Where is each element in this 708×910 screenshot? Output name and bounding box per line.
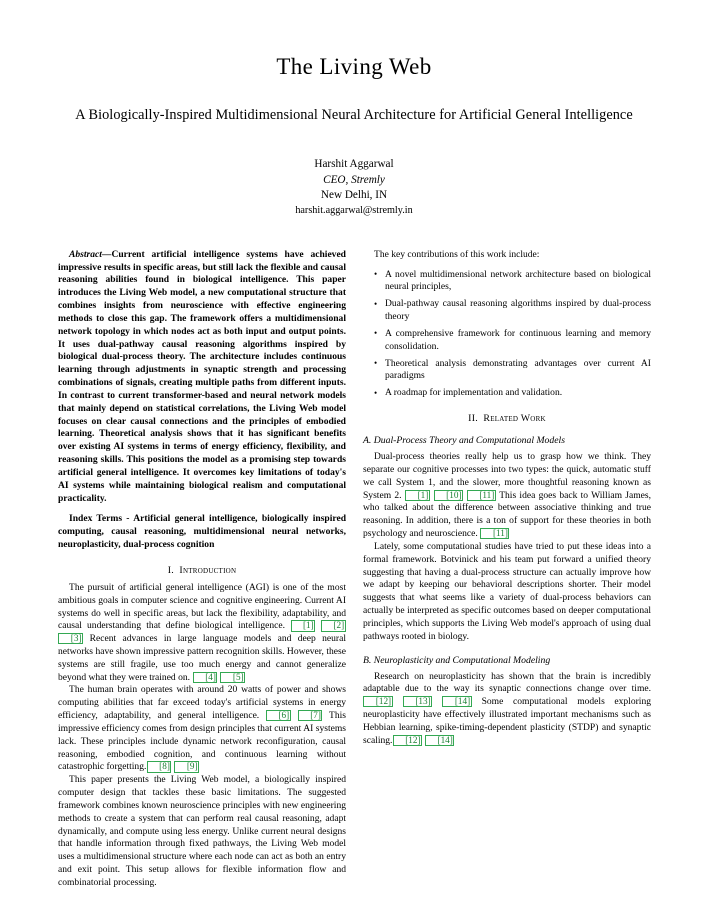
index-terms-list: Artificial general intelligence, biologically inspired computing, causal reasoning, multidimensional neural networks, neuroplasticity, dual-process cognition <box>58 513 346 551</box>
citation-link[interactable]: [14] <box>425 735 454 746</box>
intro-paragraphs-right <box>363 249 651 262</box>
abstract-label: Abstract— <box>69 248 112 260</box>
citation-link[interactable]: [3] <box>58 633 83 644</box>
contribution-item: • A novel multidimensional network architecture based on biological neural principles, <box>385 269 651 295</box>
left-column <box>58 249 346 890</box>
author-email: harshit.aggarwal@stremly.in <box>295 205 413 217</box>
section-number: I. <box>167 564 174 576</box>
paper-subtitle: A Biologically-Inspired Multidimensional Neural Architecture for Artificial General Intelligence <box>75 107 633 124</box>
citation-link[interactable]: [1] <box>291 620 316 631</box>
abstract-body: Current artificial intelligence systems have achieved impressive results in specific areas, but still lack the flexible and causal reasoning abilities found in biological intelligence. This paper introduces the Living Web model, a new computational structure that combines insights from neuroscience with effective engineering methods to close this gap. The framework offers a multidimensional network topology in which nodes act as both input and output points. It uses dual-pathway causal reasoning algorithms inspired by biological dual-process theory. The architecture includes continuous learning through adjustments in synaptic strength and processing combinations of signals, creating multiple paths from different inputs. In contrast to current transformer-based and neural network models that mainly depend on statistical correlations, the Living Web model focuses on clear causal connections and the principles of embodied learning. Theoretical analysis shows that it has significant benefits over existing AI systems in terms of energy efficiency, flexibility, and reasoning skills. This positions the model as a promising step towards artificial general intelligence. It overcomes key limitations of today's AI systems while maintaining biological realism and computational practicality. <box>58 248 346 504</box>
body-paragraph: This paper presents the Living Web model, a biologically inspired computer design that tackles these basic limitations. The suggested framework combines known neuroscience principles with new engineering methods to create a system that can perform real causal reasoning, adapt dynamically, and compute using less energy. Unlike current neural designs that handle information through fixed pathways, the Living Web model uses a multidimensional structure where each node can act as both an entry and exit point. This setup allows for flexible information flow and combinatorial processing. <box>58 774 346 888</box>
contributions-list <box>363 269 651 400</box>
body-paragraph: Lately, some computational studies have tried to put these ideas into a formal framework. Botvinick and his team put forward a unified theory suggesting that having a dual-process structure can actually improve how we adapt by keeping our behavioral descriptions shorter. Their model suggests that what seems like a variety of dual-process behaviors can actually be interpreted as specific outcomes based on deeper computational principles, which supports the Living Web model's approach of using dual pathways rooted in biology. <box>363 540 651 642</box>
contribution-item: • Theoretical analysis demonstrating advantages over current AI paradigms <box>385 358 651 384</box>
right-column <box>363 249 651 890</box>
contribution-item: • A roadmap for implementation and validation. <box>385 387 651 400</box>
citation-link[interactable]: [7] <box>298 710 323 721</box>
contribution-item: • Dual-pathway causal reasoning algorithms inspired by dual-process theory <box>385 298 651 324</box>
abstract-paragraph <box>58 249 346 506</box>
citation-link[interactable]: [4] <box>193 672 218 683</box>
citation-link[interactable]: [8] <box>147 761 172 772</box>
section-heading-related-work <box>363 413 651 424</box>
citation-link[interactable]: [6] <box>266 710 291 721</box>
subsection-heading: A. Dual-Process Theory and Computational Models <box>363 435 565 447</box>
author-block <box>58 157 650 219</box>
citation-link[interactable]: [14] <box>442 696 471 707</box>
index-terms-label: Index Terms - <box>69 513 134 525</box>
section-heading-introduction <box>58 565 346 576</box>
citation-link[interactable]: [5] <box>220 672 245 683</box>
citation-link[interactable]: [1] <box>405 490 430 501</box>
body-paragraph: The pursuit of artificial general intelligence (AGI) is one of the most ambitious goals in computer science and cognitive engineering. Current AI systems do well in specific areas, but lack the flexibility, adaptability, and causal understanding that define biological intelligence. [1] [2] [3] Recent advances in large language models and deep neural networks have shown impressive pattern recognition skills. However, these systems are still fragile, use too much energy and cannot generalize beyond what they were trained on. [4] [5] <box>58 581 346 683</box>
citation-link[interactable]: [12] <box>393 735 422 746</box>
two-column-body <box>0 219 708 890</box>
page-title: The Living Web <box>276 54 432 79</box>
index-terms-paragraph <box>58 513 346 551</box>
citation-link[interactable]: [11] <box>480 528 509 539</box>
body-paragraph: The key contributions of this work include: <box>374 248 540 260</box>
citation-link[interactable]: [12] <box>363 696 392 707</box>
author-name: Harshit Aggarwal <box>314 157 394 170</box>
body-paragraph: Dual-process theories really help us to grasp how we think. They separate our cognitive processes into two types: the quick, automatic stuff we call System 1, and the slower, more thoughtful reasoning known as System 2. [1] [10] [11] This idea goes back to William James, who talked about the difference between associative thinking and true reasoning. In addition, there is a ton of support for these theories in both psychology and neuroscience. [11] <box>363 451 651 540</box>
contribution-item: • A comprehensive framework for continuous learning and memory consolidation. <box>385 328 651 354</box>
title-block <box>0 0 708 219</box>
citation-link[interactable]: [2] <box>321 620 346 631</box>
subsection-heading: B. Neuroplasticity and Computational Modeling <box>363 654 551 666</box>
body-paragraph: The human brain operates with around 20 watts of power and shows computing abilities that far exceed today's artificial systems in energy efficiency, adaptability, and general intelligence. [6] [7] This impressive efficiency comes from design principles that current AI systems lack. These principles include dynamic network reconfiguration, causal reasoning, embodied cognition, and continuous learning without catastrophic forgetting. [8] [9] <box>58 684 347 773</box>
intro-paragraphs-left <box>58 582 346 890</box>
body-paragraph: Research on neuroplasticity has shown that the brain is incredibly adaptable due to the way its synaptic connections change over time. [12] [13] [14] Some computational models exploring neuroplasticity have effectively illustrated important mechanisms such as Hebbian learning, spike-timing-dependent plasticity (STDP) and synaptic scaling. [12] [14] <box>363 670 651 746</box>
author-affiliation-role: CEO, Stremly <box>323 173 385 186</box>
section-title: Introduction <box>179 564 237 576</box>
author-location: New Delhi, IN <box>320 189 388 202</box>
section-title: Related Work <box>483 413 546 425</box>
citation-link[interactable]: [9] <box>174 761 199 772</box>
citation-link[interactable]: [13] <box>403 696 432 707</box>
citation-link[interactable]: [11] <box>467 490 496 501</box>
section-number: II. <box>468 413 478 425</box>
related-work-subsections <box>363 435 651 747</box>
citation-link[interactable]: [10] <box>434 490 463 501</box>
